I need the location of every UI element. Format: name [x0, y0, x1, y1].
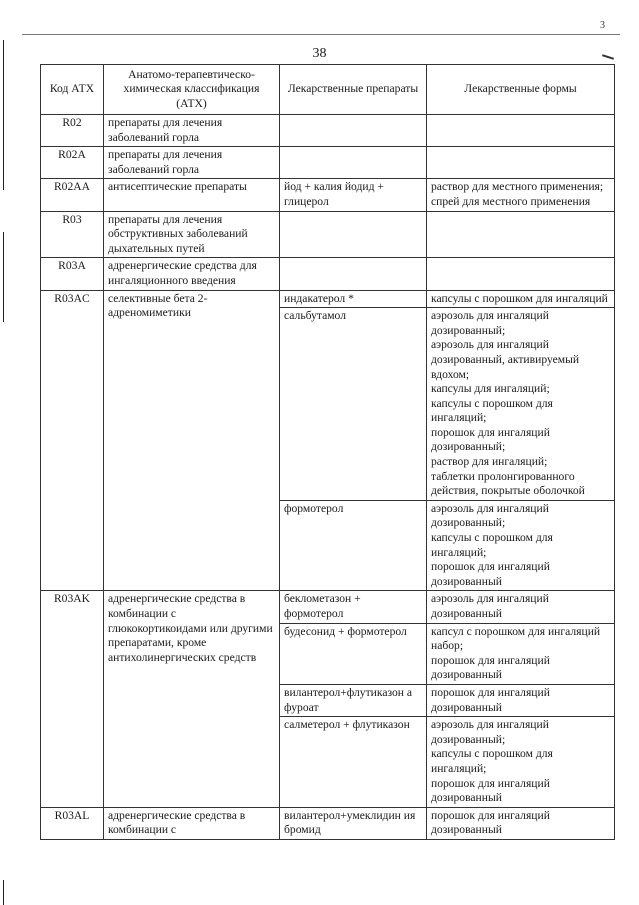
- drug-name-empty: [280, 147, 427, 179]
- atx-classification: антисептические препараты: [104, 179, 280, 211]
- drug-name: беклометазон + формотерол: [280, 591, 427, 623]
- drug-name: будесонид + формотерол: [280, 623, 427, 684]
- dosage-form-line: аэрозоль для ингаляций дозированный;: [431, 501, 549, 530]
- atx-classification: препараты для лечения обструктивных заболеваний дыхательных путей: [104, 211, 280, 258]
- dosage-form-line: капсул с порошком для ингаляций набор;: [431, 624, 601, 653]
- dosage-forms-empty: [427, 258, 615, 290]
- atx-code: R03AL: [41, 807, 104, 839]
- dosage-forms: [427, 591, 615, 623]
- dosage-form-line: порошок для ингаляций дозированный: [431, 808, 550, 837]
- drug-name: йод + калия йодид + глицерол: [280, 179, 427, 211]
- dosage-forms: [427, 684, 615, 716]
- dosage-forms-empty: [427, 211, 615, 258]
- atx-classification: адренергические средства в комбинации с глюкокортикоидами или другими препаратами, кроме антихолинергических средств: [104, 591, 280, 807]
- table-header-row: [41, 65, 615, 115]
- dosage-form-line: раствор для ингаляций;: [431, 455, 548, 469]
- drug-name-empty: [280, 115, 427, 147]
- atx-classification: препараты для лечения заболеваний горла: [104, 115, 280, 147]
- dosage-form-line: раствор для местного применения;: [431, 180, 604, 194]
- dosage-form-line: аэрозоль для ингаляций дозированный;: [431, 718, 549, 746]
- atx-code: R02A: [41, 147, 104, 179]
- table-row: [41, 290, 615, 308]
- dosage-forms: [427, 500, 615, 591]
- dosage-form-line: порошок для ингаляций дозированный;: [431, 425, 550, 454]
- table-body: [41, 115, 615, 840]
- dosage-form-line: порошок для ингаляций дозированный: [431, 653, 550, 682]
- header-forms: Лекарственные формы: [427, 65, 615, 115]
- dosage-forms-empty: [427, 115, 615, 147]
- page-number: 38: [312, 46, 327, 61]
- atx-classification: селективные бета 2-адреномиметики: [104, 290, 280, 591]
- atx-code: R03: [41, 211, 104, 258]
- drug-name: вилантерол+флутиказон а фуроат: [280, 684, 427, 716]
- corner-mark: 3: [600, 20, 605, 31]
- dosage-form-line: порошок для ингаляций дозированный: [431, 685, 550, 714]
- atx-code: R03A: [41, 258, 104, 290]
- dosage-form-line: капсулы с порошком для ингаляций;: [431, 531, 553, 559]
- table-row: [41, 211, 615, 258]
- dosage-form-line: порошок для ингаляций дозированный: [431, 776, 550, 805]
- dosage-form-line: капсулы с порошком для ингаляций;: [431, 747, 553, 775]
- drug-name: сальбутамол: [280, 308, 427, 501]
- atx-code: R02: [41, 115, 104, 147]
- dosage-form-line: аэрозоль для ингаляций дозированный, активируемый вдохом;: [431, 338, 580, 381]
- dosage-forms-empty: [427, 147, 615, 179]
- drug-name-empty: [280, 258, 427, 290]
- dosage-forms: [427, 308, 615, 501]
- atx-classification: препараты для лечения заболеваний горла: [104, 147, 280, 179]
- table-row: [41, 807, 615, 839]
- header-classification: Анатомо-терапевтическо-химическая классификация (АТХ): [104, 65, 280, 115]
- atx-table: [40, 64, 615, 840]
- header-code: Код АТХ: [41, 65, 104, 115]
- dosage-form-line: капсулы для ингаляций;: [431, 382, 550, 396]
- top-rule: [22, 34, 620, 35]
- atx-classification: адренергические средства для ингаляционного введения: [104, 258, 280, 290]
- dosage-form-line: капсулы с порошком для ингаляций;: [431, 396, 553, 425]
- drug-name-empty: [280, 211, 427, 258]
- header-drugs: Лекарственные препараты: [280, 65, 427, 115]
- table-row: [41, 147, 615, 179]
- dosage-forms: [427, 807, 615, 839]
- dosage-form-line: аэрозоль для ингаляций дозированный: [431, 592, 549, 620]
- atx-code: R02AA: [41, 179, 104, 211]
- dosage-forms: [427, 179, 615, 211]
- binding-margin-line: [3, 232, 4, 322]
- dosage-forms: [427, 717, 615, 808]
- drug-name: формотерол: [280, 500, 427, 591]
- table-row: [41, 115, 615, 147]
- dosage-forms: [427, 290, 615, 308]
- dosage-form-line: таблетки пролонгированного действия, покрытые оболочкой: [431, 469, 585, 498]
- drug-name: индакатерол *: [280, 290, 427, 308]
- atx-classification: адренергические средства в комбинации с: [104, 807, 280, 839]
- atx-code: R03AK: [41, 591, 104, 807]
- dosage-form-line: спрей для местного применения: [431, 194, 591, 208]
- dosage-form-line: аэрозоль для ингаляций дозированный;: [431, 309, 549, 337]
- dosage-form-line: капсулы с порошком для ингаляций: [431, 291, 608, 305]
- dosage-forms: [427, 623, 615, 684]
- table-row: [41, 258, 615, 290]
- table-row: [41, 179, 615, 211]
- atx-code: R03AC: [41, 290, 104, 591]
- drug-name: салметерол + флутиказон: [280, 717, 427, 808]
- binding-margin-line: [3, 880, 4, 905]
- binding-margin-line: [3, 40, 4, 190]
- dosage-form-line: порошок для ингаляций дозированный: [431, 560, 550, 588]
- drug-name: вилантерол+умеклидин ия бромид: [280, 807, 427, 839]
- table-row: [41, 591, 615, 623]
